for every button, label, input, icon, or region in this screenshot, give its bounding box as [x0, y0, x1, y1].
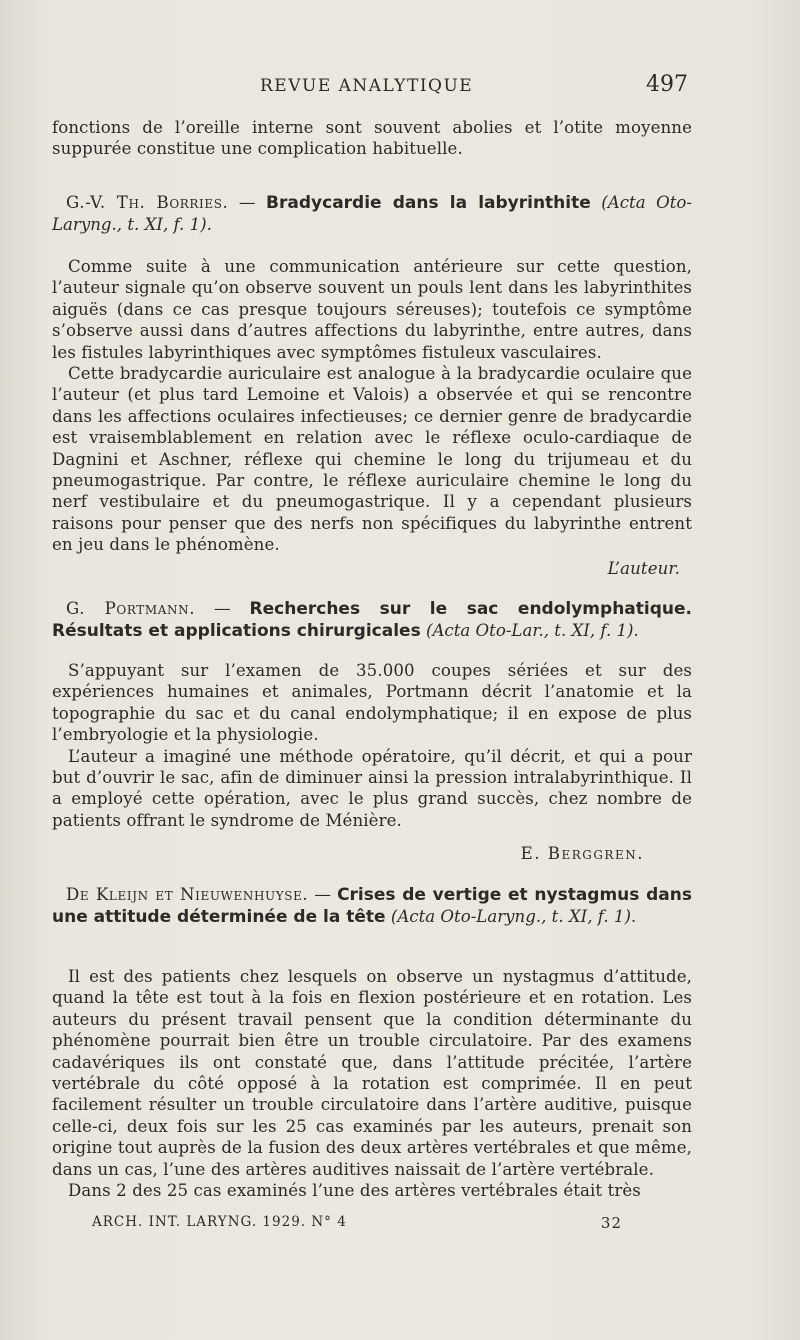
signature-number: 32	[600, 1214, 622, 1232]
entry-signature: E. Berggren.	[520, 844, 644, 864]
entry-heading	[52, 884, 692, 929]
entry-dash: —	[228, 193, 267, 212]
journal-reference: ARCH. INT. LARYNG. 1929. N° 4	[92, 1214, 347, 1230]
entry-citation: (Acta Oto-Lar., t. XI, f. 1).	[425, 621, 639, 641]
entry-paragraph: L’auteur a imaginé une méthode opératoire, qu’il décrit, et qui a pour but d’ouvrir le sac, afin de diminuer ainsi la pression intralabyrinthique. Il a employé cette opération, avec le plus grand succès, chez nombre de patients offrant le syndrome de Ménière.	[52, 746, 692, 830]
entry-authors: De Kleijn et Nieuwenhuyse.	[66, 885, 309, 904]
entry-heading	[52, 192, 692, 236]
continuation-block	[52, 117, 692, 160]
entry-signature: L’auteur.	[607, 558, 680, 578]
entry-paragraph: Il est des patients chez lesquels on observe un nystagmus d’attitude, quand la tête est tout à la fois en flexion postérieure et en rotation. Les auteurs du présent travail pensent que la condition déterminante du phénomène pourrait bien être un trouble circulatoire. Par des examens cadavériques ils ont constaté que, dans l’attitude précitée, l’artère vertébrale du côté opposé à la rotation est comprimée. Il en peut facilement résulter un trouble circulatoire dans l’artère auditive, puisque celle-ci, deux fois sur les 25 cas examinés par les auteurs, prenait son origine tout auprès de la fusion des deux artères vertébrales et que même, dans un cas, l’une des artères auditives naissait de l’artère vertébrale.	[52, 967, 692, 1179]
entry-paragraph: Cette bradycardie auriculaire est analogue à la bradycardie oculaire que l’auteur (et plus tard Lemoine et Valois) a observée et qui se rencontre dans les affections oculaires infectieuses; ce dernier genre de bradycardie est vraisemblablement en relation avec le réflexe oculo-cardiaque de Dagnini et Aschner, réflexe qui chemine le long du trijumeau et du pneumogastrique. Par contre, le réflexe auriculaire chemine le long du nerf vestibulaire et du pneumogastrique. Il y a cependant plusieurs raisons pour penser que des nerfs non spécifiques du labyrinthe entrent en jeu dans le phénomène.	[52, 364, 692, 555]
running-title: REVUE ANALYTIQUE	[260, 76, 474, 96]
entry-citation: (Acta Oto-Laryng., t. XI, f. 1).	[390, 907, 637, 927]
entry-paragraph: Comme suite à une communication antérieure sur cette question, l’auteur signale qu’on observe souvent un pouls lent dans les labyrinthites aiguës (dans ce cas presque toujours séreuses); toutefois ce symptôme s’observe aussi dans d’autres affections du labyrinthe, entre autres, dans les fistules labyrinthiques avec symptômes fistuleux vasculaires.	[52, 257, 692, 362]
entry-title: Crises de vertige et nystagmus dans une attitude déterminée de la tête	[52, 885, 692, 928]
entry-title: Recherches sur le sac endolymphatique. Résultats et applications chirurgicales	[52, 599, 692, 642]
entry-borries-body	[52, 256, 692, 579]
entry-authors: G.-V. Th. Borries.	[66, 193, 229, 212]
entry-paragraph: Dans 2 des 25 cas examinés l’une des artères vertébrales était très	[68, 1181, 641, 1201]
entry-borries	[52, 192, 692, 236]
entry-heading	[52, 598, 692, 643]
entry-dash: —	[308, 885, 338, 904]
page-header	[52, 72, 692, 106]
entry-dash: —	[195, 599, 250, 618]
page-footer	[92, 1214, 622, 1236]
entry-portmann-body	[52, 660, 692, 865]
entry-title: Bradycardie dans la labyrinthite	[266, 193, 591, 213]
page-number: 497	[646, 72, 688, 97]
entry-de-kleijn	[52, 884, 692, 929]
entry-de-kleijn-body	[52, 966, 692, 1201]
entry-portmann	[52, 598, 692, 643]
continuation-paragraph: fonctions de l’oreille interne sont souvent abolies et l’otite moyenne suppurée constitue une complication habituelle.	[52, 118, 692, 159]
entry-paragraph: S’appuyant sur l’examen de 35.000 coupes sériées et sur des expériences humaines et animales, Portmann décrit l’anatomie et la topographie du sac et du canal endolymphatique; il en expose de plus l’embryologie et la physiologie.	[52, 661, 692, 745]
entry-authors: G. Portmann.	[66, 599, 196, 618]
entry-citation: (Acta Oto-Laryng., t. XI, f. 1).	[52, 193, 692, 235]
